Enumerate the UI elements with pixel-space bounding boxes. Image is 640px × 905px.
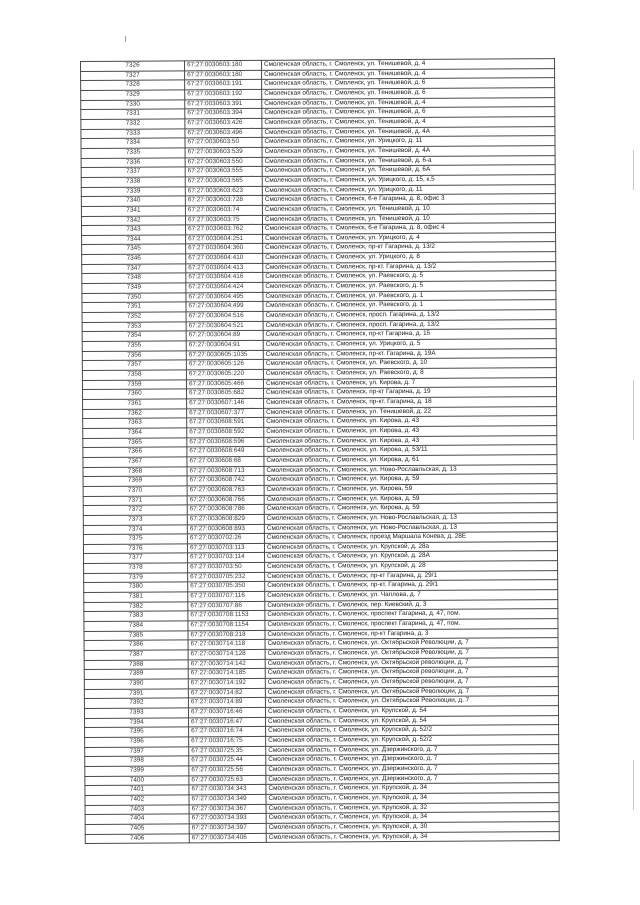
row-number-cell: 7362 xyxy=(83,408,187,418)
address-cell: Смоленская область, г. Смоленск, ул. Кирова, д. 61 xyxy=(264,455,557,466)
address-cell: Смоленская область, г. Смоленск, ул. Ново-Рославльская, д. 13 xyxy=(264,522,557,533)
address-cell: Смоленская область, г. Смоленск, пер. Киевский, д. 3 xyxy=(265,599,558,610)
address-cell: Смоленская область, г. Смоленск, ул. Тенишевой, д. 4 xyxy=(262,117,555,128)
address-cell: Смоленская область, г. Смоленск, ул. Тенишевой, д. 10 xyxy=(262,203,555,214)
cadastral-number-cell: 67:27:0030734:393 xyxy=(189,814,266,824)
cadastral-number-cell: 67:27:0030725:44 xyxy=(189,756,266,766)
address-cell: Смоленская область, г. Смоленск, ул. Октябрьской революции, д. 7 xyxy=(265,667,558,678)
address-cell: Смоленская область, г. Смоленск, ул. Раевского, д. 5 xyxy=(263,281,556,292)
row-number-cell: 7364 xyxy=(83,428,187,438)
cadastral-number-cell: 67:27:0030708:218 xyxy=(188,630,265,640)
address-cell: Смоленская область, г. Смоленск, ул. Крупской, д. 34 xyxy=(266,812,559,823)
cadastral-number-cell: 67:27:0030725:35 xyxy=(189,746,266,756)
cadastral-number-cell: 67:27:0030716:47 xyxy=(189,717,266,727)
cadastral-number-cell: 67:27:0030714:192 xyxy=(188,678,265,688)
row-number-cell: 7335 xyxy=(81,148,185,158)
address-cell: Смоленская область, г. Смоленск, ул. Кирова, д. 59 xyxy=(264,493,557,504)
row-number-cell: 7340 xyxy=(81,196,185,206)
address-cell: Смоленская область, г. Смоленск, ул. Октябрьской Революции, д. 7 xyxy=(265,686,558,697)
cadastral-number-cell: 67:27:0030608:893 xyxy=(187,524,264,534)
address-cell: Смоленская область, г. Смоленск, ул. Октябрьской Революции, д. 7 xyxy=(265,696,558,707)
cadastral-number-cell: 67:27:0030702:26 xyxy=(187,534,264,544)
row-number-cell: 7396 xyxy=(85,737,189,747)
address-cell: Смоленская область, г. Смоленск, ул. Тенишевой, д. 6 xyxy=(262,88,555,99)
row-number-cell: 7393 xyxy=(84,708,188,718)
cadastral-number-cell: 67:27:0030608:592 xyxy=(187,427,264,437)
address-cell: Смоленская область, г. Смоленск, ул. Раевского, д. 8 xyxy=(263,368,556,379)
address-cell: Смоленская область, г. Смоленск, ул. Кирова, д. 53/11 xyxy=(264,445,557,456)
address-cell: Смоленская область, г. Смоленск, ул. Кирова, д. 7 xyxy=(263,377,556,388)
row-number-cell: 7331 xyxy=(81,109,185,119)
cadastral-number-cell: 67:27:0030714:185 xyxy=(188,669,265,679)
row-number-cell: 7372 xyxy=(83,505,187,515)
address-cell: Смоленская область, г. Смоленск, ул. Тенишевой, д. 4А xyxy=(262,146,555,157)
address-cell: Смоленская область, г. Смоленск, ул. Урицкого, д. 11 xyxy=(262,184,555,195)
row-number-cell: 7390 xyxy=(84,679,188,689)
row-number-cell: 7398 xyxy=(85,756,189,766)
row-number-cell: 7399 xyxy=(85,766,189,776)
scan-artifact xyxy=(125,36,126,42)
row-number-cell: 7373 xyxy=(83,515,187,525)
row-number-cell: 7334 xyxy=(81,138,185,148)
address-cell: Смоленская область, г. Смоленск, пр-кт Гагарина, д. 15 xyxy=(263,329,556,340)
address-cell: Смоленская область, г. Смоленск, ул. Чаплова, д. 7 xyxy=(265,590,558,601)
row-number-cell: 7348 xyxy=(82,273,186,283)
address-cell: Смоленская область, г. Смоленск, ул. Крупской, д. 34 xyxy=(266,831,559,842)
address-cell: Смоленская область, г. Смоленск, ул. Тенишевой, д. 22 xyxy=(264,406,557,417)
address-cell: Смоленская область, г. Смоленск, ул. Кирова, 59 xyxy=(264,483,557,494)
cadastral-number-cell: 67:27:0030608:763 xyxy=(187,485,264,495)
address-cell: Смоленская область, г. Смоленск, пр-кт Гагарина, д. 19 xyxy=(264,387,557,398)
cadastral-number-cell: 67:27:0030605:126 xyxy=(186,360,263,370)
row-number-cell: 7329 xyxy=(81,90,185,100)
row-number-cell: 7338 xyxy=(81,177,185,187)
cadastral-number-cell: 67:27:0030605:682 xyxy=(187,389,264,399)
scan-edge-line xyxy=(633,380,634,440)
cadastral-number-cell: 67:27:0030604:360 xyxy=(186,244,263,254)
row-number-cell: 7358 xyxy=(82,370,186,380)
address-cell: Смоленская область, г. Смоленск, ул. Дзержинского, д. 7 xyxy=(266,744,559,755)
cadastral-number-cell: 67:27:0030608:713 xyxy=(187,466,264,476)
row-number-cell: 7332 xyxy=(81,119,185,129)
row-number-cell: 7387 xyxy=(84,650,188,660)
address-cell: Смоленская область, г. Смоленск, ул. Тенишевой, д. 10 xyxy=(262,213,555,224)
address-cell: Смоленская область, г. Смоленск, просп. Гагарина, д. 13/2 xyxy=(263,310,556,321)
cadastral-number-cell: 67:27:0030714:118 xyxy=(188,640,265,650)
cadastral-number-cell: 67:27:0030707:86 xyxy=(188,601,265,611)
cadastral-number-cell: 67:27:0030605:466 xyxy=(186,379,263,389)
address-cell: Смоленская область, г. Смоленск, ул. Крупской, д. 54 xyxy=(266,715,559,726)
cadastral-number-cell: 67:27:0030603:426 xyxy=(185,118,262,128)
table-row xyxy=(85,831,559,844)
cadastral-number-cell: 67:27:0030604:521 xyxy=(186,321,263,331)
address-cell: Смоленская область, г. Смоленск, пр-кт Гагарина, д. 29/1 xyxy=(265,570,558,581)
address-cell: Смоленская область, г. Смоленск, пр-кт. Гагарина, д. 13/2 xyxy=(263,261,556,272)
cadastral-number-cell: 67:27:0030603:728 xyxy=(185,196,262,206)
row-number-cell: 7341 xyxy=(81,206,185,216)
row-number-cell: 7371 xyxy=(83,495,187,505)
row-number-cell: 7374 xyxy=(83,524,187,534)
address-cell: Смоленская область, г. Смоленск, ул. Крупской, д. 28 xyxy=(265,561,558,572)
cadastral-number-cell: 67:27:0030725:56 xyxy=(189,765,266,775)
row-number-cell: 7353 xyxy=(82,322,186,332)
address-cell: Смоленская область, г. Смоленск, ул. Тенишевой, д. 4 xyxy=(262,97,555,108)
row-number-cell: 7376 xyxy=(83,544,187,554)
address-cell: Смоленская область, г. Смоленск, проспект Гагарина, д. 47, пом. xyxy=(265,619,558,630)
row-number-cell: 7365 xyxy=(83,437,187,447)
row-number-cell: 7347 xyxy=(82,264,186,274)
address-cell: Смоленская область, г. Смоленск, ул. Ново-Рославльская, д. 13 xyxy=(264,512,557,523)
address-cell: Смоленская область, г. Смоленск, ул. Кирова, д. 43 xyxy=(264,426,557,437)
cadastral-number-cell: 67:27:0030603:762 xyxy=(186,225,263,235)
cadastral-number-cell: 67:27:0030703:114 xyxy=(188,553,265,563)
address-cell: Смоленская область, г. Смоленск, просп. Гагарина, д. 13/2 xyxy=(263,319,556,330)
cadastral-number-cell: 67:27:0030734:397 xyxy=(189,823,266,833)
address-cell: Смоленская область, г. Смоленск, ул. Дзержинского, д. 7 xyxy=(266,763,559,774)
address-cell: Смоленская область, г. Смоленск, ул. Крупской, д. 34 xyxy=(266,783,559,794)
address-cell: Смоленская область, г. Смоленск, ул. Крупской, д. 52/2 xyxy=(266,735,559,746)
cadastral-number-cell: 67:27:0030604:516 xyxy=(186,311,263,321)
cadastral-number-cell: 67:27:0030604:495 xyxy=(186,292,263,302)
row-number-cell: 7383 xyxy=(84,611,188,621)
address-cell: Смоленская область, г. Смоленск, 6-е Гагарина, д. 8, офис 3 xyxy=(262,194,555,205)
address-cell: Смоленская область, г. Смоленск, ул. Тенишевой, д. 6 xyxy=(262,107,555,118)
row-number-cell: 7339 xyxy=(81,186,185,196)
cadastral-number-cell: 67:27:0030705:232 xyxy=(188,572,265,582)
address-cell: Смоленская область, г. Смоленск, проезд Маршала Конева, д. 28Е xyxy=(264,532,557,543)
address-cell: Смоленская область, г. Смоленск, ул. Крупской, д. 54 xyxy=(265,706,558,717)
scan-edge-line xyxy=(633,760,634,810)
row-number-cell: 7403 xyxy=(85,804,189,814)
cadastral-number-cell: 67:27:0030734:406 xyxy=(189,833,266,843)
cadastral-number-cell: 67:27:0030716:74 xyxy=(189,727,266,737)
address-cell: Смоленская область, г. Смоленск, ул. Октябрьской революции, д. 7 xyxy=(265,677,558,688)
row-number-cell: 7352 xyxy=(82,312,186,322)
address-cell: Смоленская область, г. Смоленск, ул. Крупской, д. 30 xyxy=(266,821,559,832)
cadastral-number-cell: 67:27:0030714:142 xyxy=(188,659,265,669)
cadastral-number-cell: 67:27:0030608:766 xyxy=(187,495,264,505)
row-number-cell: 7350 xyxy=(82,293,186,303)
address-cell: Смоленская область, г. Смоленск, ул. Тенишевой, д. 6А xyxy=(262,165,555,176)
address-cell: Смоленская область, г. Смоленск, ул. Кирова, д. 59 xyxy=(264,474,557,485)
row-number-cell: 7382 xyxy=(84,602,188,612)
address-cell: Смоленская область, г. Смоленск, пр-кт Гагарина, д. 13/2 xyxy=(263,242,556,253)
row-number-cell: 7405 xyxy=(85,824,189,834)
cadastral-number-cell: 67:27:0030708:1153 xyxy=(188,611,265,621)
cadastral-number-cell: 67:27:0030608:596 xyxy=(187,437,264,447)
address-cell: Смоленская область, г. Смоленск, ул. Дзержинского, д. 7 xyxy=(266,773,559,784)
address-cell: Смоленская область, г. Смоленск, ул. Крупской, д. 28а xyxy=(264,541,557,552)
row-number-cell: 7336 xyxy=(81,157,185,167)
cadastral-number-cell: 67:27:0030603:180 xyxy=(185,60,262,70)
scan-edge-line xyxy=(633,150,634,190)
cadastral-number-cell: 67:27:0030708:1154 xyxy=(188,620,265,630)
cadastral-number-cell: 67:27:0030608:829 xyxy=(187,514,264,524)
address-cell: Смоленская область, г. Смоленск, ул. Раевского, д. 1 xyxy=(263,300,556,311)
cadastral-number-cell: 67:27:0030725:63 xyxy=(189,775,266,785)
address-cell: Смоленская область, г. Смоленск, ул. Кирова, д. 43 xyxy=(264,416,557,427)
address-cell: Смоленская область, г. Смоленск, ул. Урицкого, д. 15, к.5 xyxy=(262,174,555,185)
row-number-cell: 7345 xyxy=(82,244,186,254)
row-number-cell: 7375 xyxy=(83,534,187,544)
row-number-cell: 7401 xyxy=(85,785,189,795)
registry-table-body xyxy=(81,59,560,844)
cadastral-number-cell: 67:27:0030603:50 xyxy=(185,138,262,148)
address-cell: Смоленская область, г. Смоленск, ул. Дзержинского, д. 7 xyxy=(266,754,559,765)
cadastral-number-cell: 67:27:0030714:82 xyxy=(188,688,265,698)
cadastral-number-cell: 67:27:0030608:742 xyxy=(187,476,264,486)
row-number-cell: 7342 xyxy=(81,215,185,225)
cadastral-number-cell: 67:27:0030734:367 xyxy=(189,804,266,814)
cadastral-number-cell: 67:27:0030608:68 xyxy=(187,456,264,466)
cadastral-number-cell: 67:27:0030607:146 xyxy=(187,398,264,408)
row-number-cell: 7368 xyxy=(83,466,187,476)
row-number-cell: 7354 xyxy=(82,331,186,341)
cadastral-number-cell: 67:27:0030604:413 xyxy=(186,263,263,273)
row-number-cell: 7370 xyxy=(83,486,187,496)
address-cell: Смоленская область, г. Смоленск, пр-кт. Гагарина, д. 19А xyxy=(263,348,556,359)
address-cell: Смоленская область, г. Смоленск, ул. Раевского, д. 1 xyxy=(263,290,556,301)
row-number-cell: 7388 xyxy=(84,660,188,670)
row-number-cell: 7356 xyxy=(82,351,186,361)
address-cell: Смоленская область, г. Смоленск, ул. Тенишевой, д. 4 xyxy=(262,68,555,79)
address-cell: Смоленская область, г. Смоленск, пр-кт Гагарина, д. 3 xyxy=(265,628,558,639)
cadastral-number-cell: 67:27:0030716:46 xyxy=(188,707,265,717)
row-number-cell: 7328 xyxy=(81,80,185,90)
address-cell: Смоленская область, г. Смоленск, ул. Тенишевой, д. 6-а xyxy=(262,155,555,166)
address-cell: Смоленская область, г. Смоленск, пр-кт. Гагарина, д. 18 xyxy=(264,397,557,408)
row-number-cell: 7385 xyxy=(84,631,188,641)
row-number-cell: 7402 xyxy=(85,795,189,805)
address-cell: Смоленская область, г. Смоленск, пр-кт. Гагарина, д. 29/1 xyxy=(265,580,558,591)
row-number-cell: 7406 xyxy=(85,833,189,843)
address-cell: Смоленская область, г. Смоленск, ул. Урицкого, д. 5 xyxy=(263,339,556,350)
address-cell: Смоленская область, г. Смоленск, ул. Крупской, д. 34 xyxy=(266,792,559,803)
cadastral-number-cell: 67:27:0030705:350 xyxy=(188,582,265,592)
row-number-cell: 7327 xyxy=(81,71,185,81)
address-cell: Смоленская область, г. Смоленск, ул. Крупской, д. 52/2 xyxy=(266,725,559,736)
cadastral-number-cell: 67:27:0030716:75 xyxy=(189,736,266,746)
row-number-cell: 7397 xyxy=(85,746,189,756)
row-number-cell: 7395 xyxy=(85,727,189,737)
cadastral-number-cell: 67:27:0030607:377 xyxy=(187,408,264,418)
row-number-cell: 7363 xyxy=(83,418,187,428)
cadastral-number-cell: 67:27:0030608:591 xyxy=(187,418,264,428)
cadastral-number-cell: 67:27:0030608:786 xyxy=(187,505,264,515)
cadastral-number-cell: 67:27:0030604:416 xyxy=(186,273,263,283)
address-cell: Смоленская область, г. Смоленск, ул. Ново-Рославльская, д. 13 xyxy=(264,464,557,475)
cadastral-number-cell: 67:27:0030605:220 xyxy=(186,369,263,379)
address-cell: Смоленская область, г. Смоленск, ул. Раевского, д. 5 xyxy=(263,271,556,282)
cadastral-number-cell: 67:27:0030603:75 xyxy=(185,215,262,225)
cadastral-number-cell: 67:27:0030707:116 xyxy=(188,591,265,601)
registry-table xyxy=(80,58,560,844)
row-number-cell: 7380 xyxy=(84,582,188,592)
cadastral-number-cell: 67:27:0030603:74 xyxy=(185,205,262,215)
cadastral-number-cell: 67:27:0030603:565 xyxy=(185,176,262,186)
row-number-cell: 7366 xyxy=(83,447,187,457)
address-cell: Смоленская область, г. Смоленск, ул. Октябрьской Революции, д. 7 xyxy=(265,648,558,659)
address-cell: Смоленская область, г. Смоленск, ул. Тенишевой, д. 6 xyxy=(262,78,555,89)
address-cell: Смоленская область, г. Смоленск, ул. Урицкого, д. 8 xyxy=(263,252,556,263)
cadastral-number-cell: 67:27:0030603:394 xyxy=(185,109,262,119)
row-number-cell: 7381 xyxy=(84,592,188,602)
row-number-cell: 7386 xyxy=(84,640,188,650)
address-cell: Смоленская область, г. Смоленск, ул. Тенишевой, д. 4 xyxy=(261,59,554,70)
cadastral-number-cell: 67:27:0030714:128 xyxy=(188,649,265,659)
address-cell: Смоленская область, г. Смоленск, ул. Октябрьской Революции, д. 7 xyxy=(265,638,558,649)
address-cell: Смоленская область, г. Смоленск, ул. Кирова, д. 43 xyxy=(264,435,557,446)
cadastral-number-cell: 67:27:0030603:539 xyxy=(185,147,262,157)
row-number-cell: 7389 xyxy=(84,669,188,679)
cadastral-number-cell: 67:27:0030603:623 xyxy=(185,186,262,196)
row-number-cell: 7369 xyxy=(83,476,187,486)
row-number-cell: 7378 xyxy=(84,563,188,573)
row-number-cell: 7379 xyxy=(84,573,188,583)
cadastral-number-cell: 67:27:0030604:89 xyxy=(186,331,263,341)
row-number-cell: 7337 xyxy=(81,167,185,177)
cadastral-number-cell: 67:27:0030603:496 xyxy=(185,128,262,138)
address-cell: Смоленская область, г. Смоленск, ул. Раевского, д. 10 xyxy=(263,358,556,369)
cadastral-number-cell: 67:27:0030608:649 xyxy=(187,447,264,457)
cadastral-number-cell: 67:27:0030604:424 xyxy=(186,282,263,292)
cadastral-number-cell: 67:27:0030604:251 xyxy=(186,234,263,244)
cadastral-number-cell: 67:27:0030703:113 xyxy=(187,543,264,553)
row-number-cell: 7351 xyxy=(82,302,186,312)
cadastral-number-cell: 67:27:0030714:89 xyxy=(188,698,265,708)
address-cell: Смоленская область, г. Смоленск, ул. Крупской, д. 28А xyxy=(265,551,558,562)
cadastral-number-cell: 67:27:0030734:349 xyxy=(189,794,266,804)
row-number-cell: 7384 xyxy=(84,621,188,631)
cadastral-number-cell: 67:27:0030603:391 xyxy=(185,99,262,109)
row-number-cell: 7361 xyxy=(83,399,187,409)
row-number-cell: 7330 xyxy=(81,99,185,109)
row-number-cell: 7377 xyxy=(84,553,188,563)
row-number-cell: 7400 xyxy=(85,775,189,785)
cadastral-number-cell: 67:27:0030734:343 xyxy=(189,785,266,795)
address-cell: Смоленская область, г. Смоленск, ул. Кирова, д. 59 xyxy=(264,503,557,514)
cadastral-number-cell: 67:27:0030603:550 xyxy=(185,157,262,167)
cadastral-number-cell: 67:27:0030603:192 xyxy=(185,89,262,99)
address-cell: Смоленская область, г. Смоленск, ул. Тенишевой, д. 4А xyxy=(262,126,555,137)
row-number-cell: 7346 xyxy=(82,254,186,264)
address-cell: Смоленская область, г. Смоленск, проспект Гагарина, д. 47, пом. xyxy=(265,609,558,620)
cadastral-number-cell: 67:27:0030703:50 xyxy=(188,563,265,573)
row-number-cell: 7349 xyxy=(82,283,186,293)
row-number-cell: 7326 xyxy=(81,61,185,71)
row-number-cell: 7355 xyxy=(82,341,186,351)
row-number-cell: 7394 xyxy=(85,717,189,727)
cadastral-number-cell: 67:27:0030604:499 xyxy=(186,302,263,312)
row-number-cell: 7343 xyxy=(82,225,186,235)
row-number-cell: 7404 xyxy=(85,814,189,824)
cadastral-number-cell: 67:27:0030604:410 xyxy=(186,254,263,264)
row-number-cell: 7344 xyxy=(82,235,186,245)
row-number-cell: 7391 xyxy=(84,689,188,699)
cadastral-number-cell: 67:27:0030605:1035 xyxy=(186,350,263,360)
cadastral-number-cell: 67:27:0030604:91 xyxy=(186,340,263,350)
address-cell: Смоленская область, г. Смоленск, ул. Урицкого, д. 11 xyxy=(262,136,555,147)
address-cell: Смоленская область, г. Смоленск, 6-е Гагарина, д. 8, офис 4 xyxy=(263,223,556,234)
cadastral-number-cell: 67:27:0030603:555 xyxy=(185,167,262,177)
cadastral-number-cell: 67:27:0030603:191 xyxy=(185,80,262,90)
row-number-cell: 7360 xyxy=(83,389,187,399)
row-number-cell: 7392 xyxy=(84,698,188,708)
address-cell: Смоленская область, г. Смоленск, ул. Октябрьской революции, д. 7 xyxy=(265,657,558,668)
address-cell: Смоленская область, г. Смоленск, ул. Урицкого, д. 4 xyxy=(263,232,556,243)
row-number-cell: 7367 xyxy=(83,457,187,467)
address-cell: Смоленская область, г. Смоленск, ул. Крупской, д. 32 xyxy=(266,802,559,813)
row-number-cell: 7359 xyxy=(82,380,186,390)
cadastral-number-cell: 67:27:0030603:180 xyxy=(185,70,262,80)
row-number-cell: 7357 xyxy=(82,360,186,370)
row-number-cell: 7333 xyxy=(81,128,185,138)
